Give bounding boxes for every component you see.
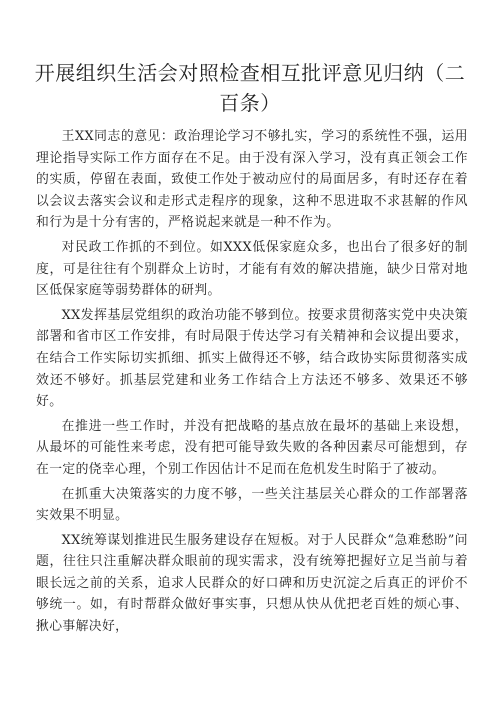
paragraph-2: 对民政工作抓的不到位。如XXX低保家庭众多，也出台了很多好的制度，可是往往有个别群众上访时，才能有有效的解决措施，缺少日常对地区低保家庭等弱势群体的研判。 [36,239,468,299]
paragraph-4: 在推进一些工作时，并没有把战略的基点放在最坏的基础上来设想，从最坏的可能性来考虑，没有把可能导致失败的各种因素尽可能想到，存在一定的侥幸心理，个别工作因估计不足而在危机发生时陷于了被动。 [36,418,468,477]
paragraph-6: XX统筹谋划推进民生服务建设存在短板。对于人民群众“急难愁盼”问题，往往只注重解决群众眼前的现实需求，没有统筹把握好立足当前与着眼长远之前的关系，追求人民群众的好口碑和历史沉淀之后真正的评价不够统一。如，有时帮群众做好事实事，只想从快从优把老百姓的烦心事、揪心事解决好， [36,532,468,635]
paragraph-1: 王XX同志的意见：政治理论学习不够扎实，学习的系统性不强，运用理论指导实际工作方面存在不足。由于没有深入学习，没有真正领会工作的实质，停留在表面，致使工作处于被动应付的局面居多，有时还存在着以会议去落实会议和走形式走程序的现象，这种不思进取不求甚解的作风和行为是十分有害的，严格说起来就是一种不作为。 [36,129,468,231]
document-title: 开展组织生活会对照检查相互批评意见归纳（二百条） [34,61,466,115]
paragraph-3: XX发挥基层党组织的政治功能不够到位。按要求贯彻落实党中央决策部署和省市区工作安排，有时局限于传达学习有关精神和会议提出要求，在结合工作实际切实抓细、抓实上做得还不够，结合政协实际贯彻落实成效还不够好。抓基层党建和业务工作结合上方法还不够多、效果还不够好。 [36,307,468,410]
paragraph-5: 在抓重大决策落实的力度不够，一些关注基层关心群众的工作部署落实效果不明显。 [36,486,468,524]
document-body [36,126,468,641]
